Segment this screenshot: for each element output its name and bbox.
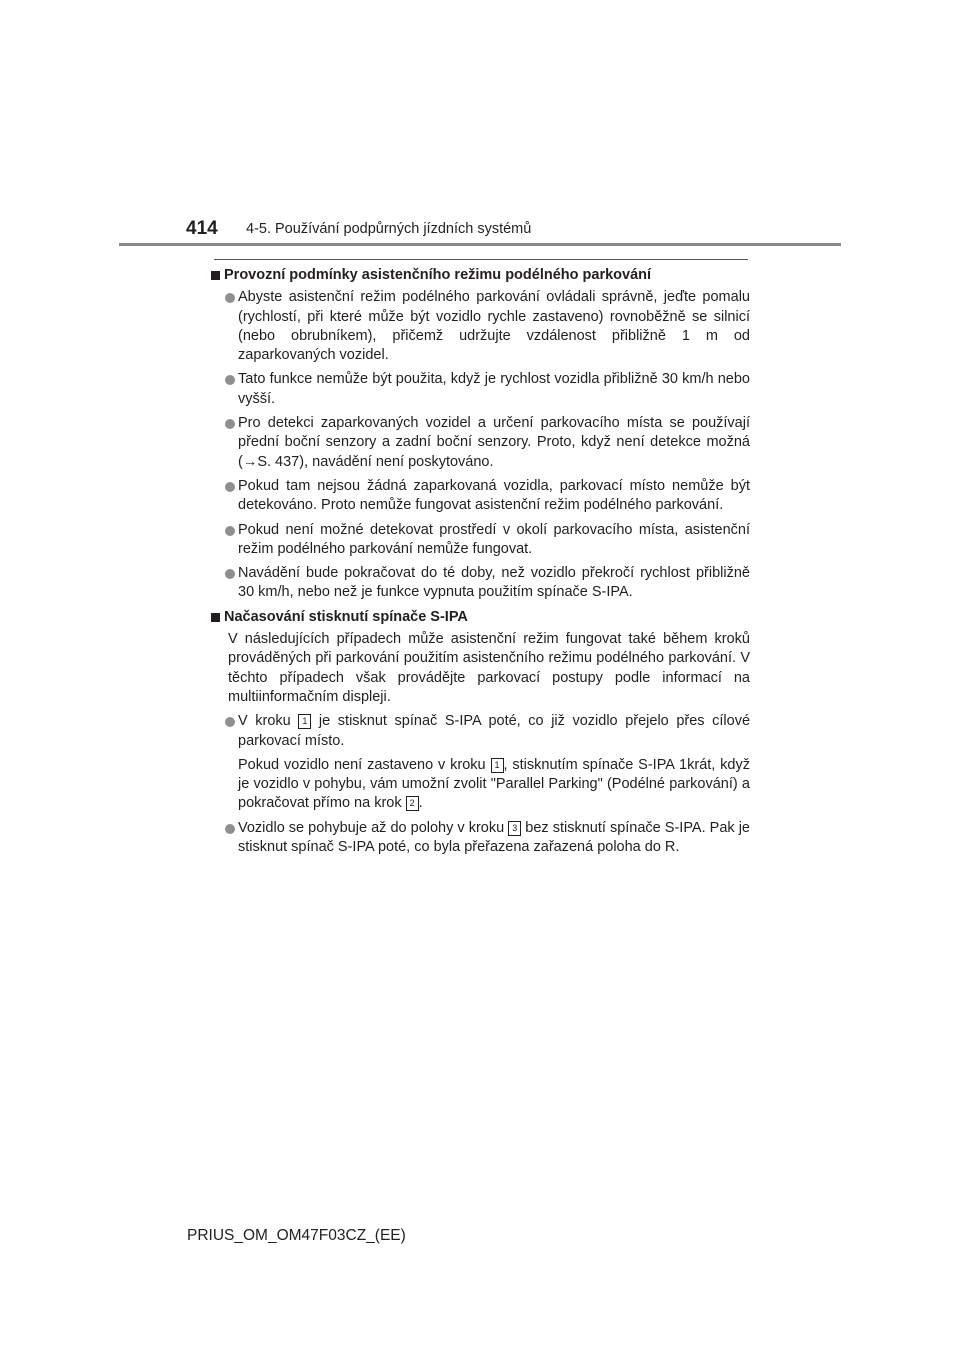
list-item	[210, 712, 750, 751]
list-item-text: Pro detekci zaparkovaných vozidel a určení parkovacího místa se používají přední boční senzory a zadní boční senzory. Proto, když není detekce možná (→S. 437), navádění není poskytováno.	[238, 415, 750, 470]
step-number-box: 2	[406, 796, 419, 811]
text-run: .	[418, 795, 423, 812]
section-heading-switch-timing	[210, 608, 750, 627]
step-number-box: 1	[298, 714, 311, 729]
page-content	[210, 266, 750, 862]
circle-bullet-icon	[225, 526, 235, 536]
list-item	[210, 288, 750, 365]
document-code: PRIUS_OM_OM47F03CZ_(EE)	[187, 1227, 406, 1244]
circle-bullet-icon	[225, 824, 235, 834]
page-number: 414	[186, 218, 218, 239]
list-item-text: Tato funkce nemůže být použita, když je rychlost vozidla přibližně 30 km/h nebo vyšší.	[238, 371, 750, 407]
list-item-text	[228, 712, 750, 751]
text-run: bez stisknutí spínače S-IPA. Pak je stisknut spínač S-IPA poté, co byla přeřazena zařazená poloha do R.	[238, 819, 750, 856]
list-item-text: Pokud není možné detekovat prostředí v okolí parkovacího místa, asistenční režim podélného parkování nemůže fungovat.	[238, 521, 750, 557]
list-item-text: Pokud tam nejsou žádná zaparkovaná vozidla, parkovací místo nemůže být detekováno. Proto nemůže fungovat asistenční režim podélného parkování.	[238, 477, 750, 514]
square-bullet-icon	[211, 271, 220, 280]
list-item-text: Abyste asistenční režim podélného parkování ovládali správně, jeďte pomalu (rychlostí, při které může být vozidlo rychle zastaveno) rovnoběžně se silnicí (nebo obrubníkem), přičemž udržujte vzdálenost přibližně 1 m od zaparkovaných vozidel.	[238, 289, 750, 364]
chapter-title: 4-5. Používání podpůrných jízdních systémů	[246, 221, 532, 237]
header-divider	[119, 243, 841, 246]
section-divider	[214, 259, 748, 260]
list-item	[210, 477, 750, 516]
list-item	[210, 819, 750, 858]
step-number-box: 1	[491, 758, 504, 773]
list-item	[210, 521, 750, 560]
circle-bullet-icon	[225, 482, 235, 492]
list-item-text: Navádění bude pokračovat do té doby, než vozidlo překročí rychlost přibližně 30 km/h, nebo než je funkce vypnuta použitím spínače S-IPA.	[238, 565, 750, 601]
list-item-text	[228, 819, 750, 858]
section-title: Provozní podmínky asistenčního režimu podélného parkování	[224, 267, 652, 283]
text-run: Pokud vozidlo není zastaveno v kroku	[238, 756, 491, 773]
text-run: Vozidlo se pohybuje až do polohy v kroku	[238, 819, 509, 836]
square-bullet-icon	[211, 613, 220, 622]
text-run: V kroku	[238, 713, 299, 730]
section-intro: V následujících případech může asistenční režim fungovat také během kroků prováděných při parkování použitím asistenčního režimu podélného parkování. V těchto případech však provádějte parkovací postupy podle informací na multiinformačním displeji.	[228, 631, 750, 705]
text-run: je stisknut spínač S-IPA poté, co již vozidlo přejelo přes cílové parkovací místo.	[238, 713, 751, 749]
step-number-box: 3	[508, 821, 521, 836]
list-item	[210, 564, 750, 603]
list-item-note	[210, 756, 750, 814]
list-item	[210, 370, 750, 409]
section-title: Načasování stisknutí spínače S-IPA	[224, 608, 468, 625]
text-run: , stisknutím spínače S-IPA 1krát, když je vozidlo v pohybu, vám umožní zvolit "Parallel Parking" (Podélné parkování) a pokračovat přímo na krok	[238, 756, 750, 812]
section-heading-operating-conditions	[210, 266, 750, 285]
list-item	[210, 414, 750, 472]
